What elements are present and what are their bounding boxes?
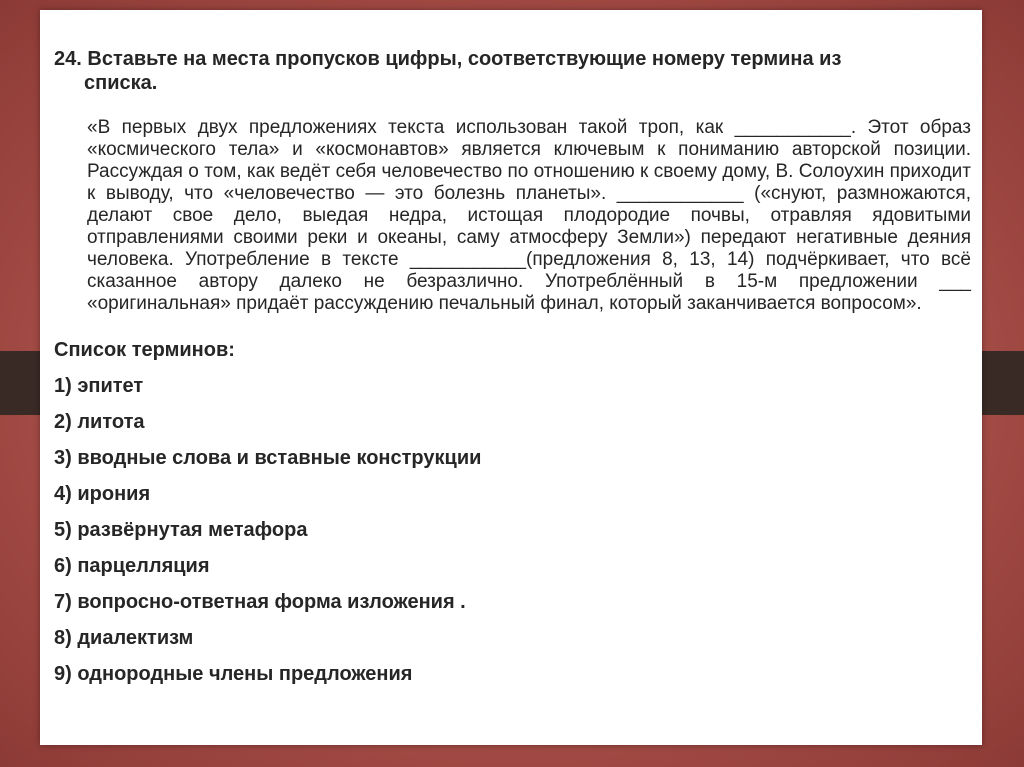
task-text-line2: списка. [84, 72, 158, 94]
term-item: 1) эпитет [54, 375, 144, 397]
term-item: 4) ирония [54, 483, 151, 505]
term-item: 7) вопросно-ответная форма изложения . [54, 591, 466, 613]
task-number: 24. [54, 48, 82, 70]
term-item: 3) вводные слова и вставные конструкции [54, 447, 482, 469]
terms-list [54, 374, 971, 686]
term-item: 6) парцелляция [54, 555, 210, 577]
task-heading [54, 47, 971, 95]
slide-page [40, 10, 982, 745]
term-item: 2) литота [54, 411, 145, 433]
passage-text: «В первых двух предложениях текста использован такой троп, как ___________. Этот образ «космического тела» и «космонавтов» является ключевым к пониманию авторской позиции. Рассуждая о том, как ведёт себя человечество по отношению к своему дому, В. Солоухин приходит к выводу, что «человечество — это болезнь планеты». ____________ («снуют, размножаются, делают свое дело, выедая недра, истощая плодородие почвы, отравляя ядовитыми отправлениями своими реки и океаны, саму атмосферу Земли») передают негативные деяния человека. Употребление в тексте ___________(предложения 8, 13, 14) подчёркивает, что всё сказанное автору далеко не безразлично. Употреблённый в 15-м предложении ___ «оригинальная» придаёт рассуждению печальный финал, который заканчивается вопросом». [87, 117, 971, 314]
term-item: 8) диалектизм [54, 627, 194, 649]
task-text-line1: Вставьте на места пропусков цифры, соответствующие номеру термина из [87, 48, 842, 70]
slide-content [54, 47, 971, 686]
term-item: 9) однородные члены предложения [54, 663, 413, 685]
terms-list-title: Список терминов: [54, 339, 235, 361]
term-item: 5) развёрнутая метафора [54, 519, 308, 541]
